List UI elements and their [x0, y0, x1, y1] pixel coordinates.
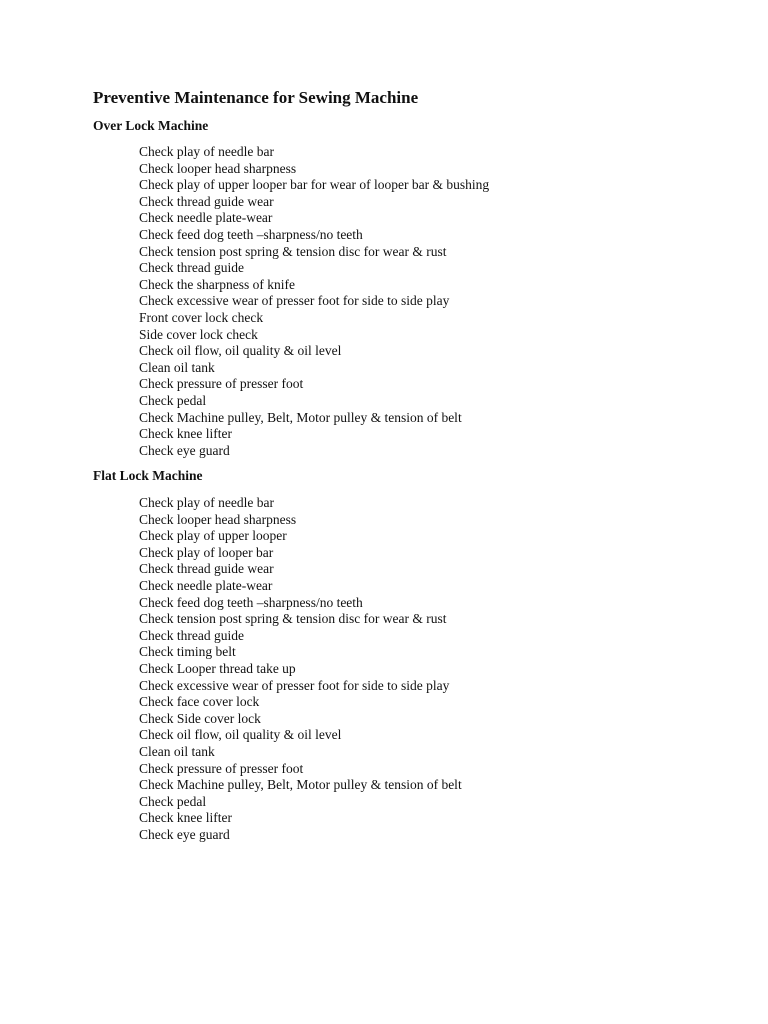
list-item-text: Check Side cover lock [139, 710, 261, 726]
list-item-text: Front cover lock check [139, 309, 264, 325]
list-item-text: Check thread guide [139, 627, 244, 643]
section-heading-over-lock: Over Lock Machine [93, 118, 209, 133]
list-item-text: Check play of needle bar [139, 495, 274, 510]
list-item-text: Check face cover lock [139, 694, 260, 710]
list-item-text: Check timing belt [139, 644, 236, 660]
list-item-text: Check the sharpness of knife [139, 276, 295, 292]
list-item-text: Check excessive wear of presser foot for side to side play [139, 293, 450, 309]
list-item-text: Check knee lifter [139, 810, 232, 826]
list-item-text: Check play of upper looper bar for wear of looper bar & bushing [139, 177, 490, 193]
list-item-text: Check Machine pulley, Belt, Motor pulley & tension of belt [139, 409, 462, 425]
list-item-text: Check play of upper looper [139, 528, 287, 544]
section-heading-flat-lock: Flat Lock Machine [93, 468, 203, 483]
list-item-text: Check eye guard [139, 826, 230, 842]
list-item-text: Check knee lifter [139, 426, 232, 442]
list-item-text: Check pressure of presser foot [139, 760, 304, 776]
list-item-text: Clean oil tank [139, 359, 215, 375]
list-item-text: Clean oil tank [139, 743, 215, 759]
list-item-text: Check pedal [139, 392, 207, 408]
list-item-text: Check pressure of presser foot [139, 376, 304, 392]
list-item-text: Check thread guide [139, 260, 244, 276]
list-item-text: Check play of looper bar [139, 544, 274, 560]
list-item-text: Side cover lock check [139, 326, 258, 342]
list-item-text: Check Machine pulley, Belt, Motor pulley & tension of belt [139, 777, 462, 793]
list-item-text: Check excessive wear of presser foot for side to side play [139, 677, 450, 693]
list-item-text: Check oil flow, oil quality & oil level [139, 727, 342, 743]
list-item-text: Check needle plate-wear [139, 210, 273, 226]
list-item-text: Check oil flow, oil quality & oil level [139, 343, 342, 359]
list-item-text: Check looper head sharpness [139, 160, 297, 176]
list-item-text: Check feed dog teeth –sharpness/no teeth [139, 226, 363, 242]
list-item-text: Check tension post spring & tension disc for wear & rust [139, 611, 447, 627]
list-item-text: Check thread guide wear [139, 561, 274, 577]
list-item-text: Check needle plate-wear [139, 577, 273, 593]
list-item-text: Check Looper thread take up [139, 660, 296, 676]
list-item-text: Check eye guard [139, 442, 230, 458]
list-item-text: Check feed dog teeth –sharpness/no teeth [139, 594, 363, 610]
list-item-text: Check play of needle bar [139, 144, 274, 159]
list-item-text: Check pedal [139, 793, 207, 809]
list-item-text: Check looper head sharpness [139, 511, 297, 527]
document-title: Preventive Maintenance for Sewing Machine [93, 88, 419, 107]
list-item-text: Check tension post spring & tension disc for wear & rust [139, 243, 447, 259]
list-item-text: Check thread guide wear [139, 193, 274, 209]
